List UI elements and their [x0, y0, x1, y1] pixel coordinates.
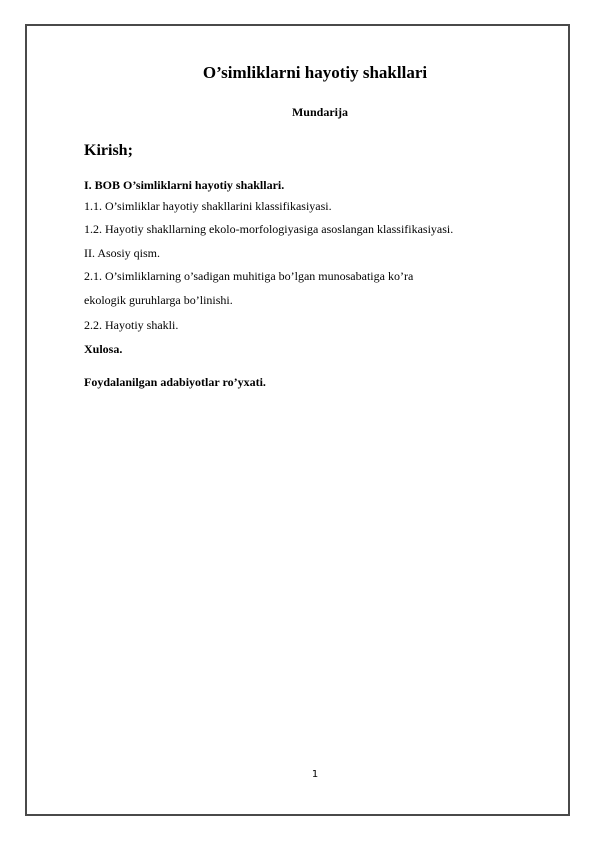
toc-section-2-1-continued: ekologik guruhlarga bo’linishi. — [84, 293, 233, 307]
toc-intro: Kirish; — [84, 142, 133, 159]
toc-section-1-2: 1.2. Hayotiy shakllarning ekolo-morfologiyasiga asoslangan klassifikasiyasi. — [84, 222, 454, 236]
toc-section-2-2: 2.2. Hayotiy shakli. — [84, 318, 179, 332]
page-number: 1 — [311, 769, 319, 780]
toc-heading: Mundarija — [291, 105, 348, 119]
toc-section-1-1: 1.1. O’simliklar hayotiy shakllarini klassifikasiyasi. — [84, 199, 332, 213]
toc-conclusion: Xulosa. — [84, 342, 123, 356]
toc-references: Foydalanilgan adabiyotlar ro’yxati. — [84, 375, 266, 389]
toc-chapter-2: II. Asosiy qism. — [84, 246, 161, 260]
toc-chapter-1: I. BOB O’simliklarni hayotiy shakllari. — [84, 178, 285, 192]
toc-section-2-1: 2.1. O’simliklarning o’sadigan muhitiga bo’lgan munosabatiga ko’ra — [84, 269, 414, 283]
document-title: O’simliklarni hayotiy shakllari — [202, 63, 428, 82]
